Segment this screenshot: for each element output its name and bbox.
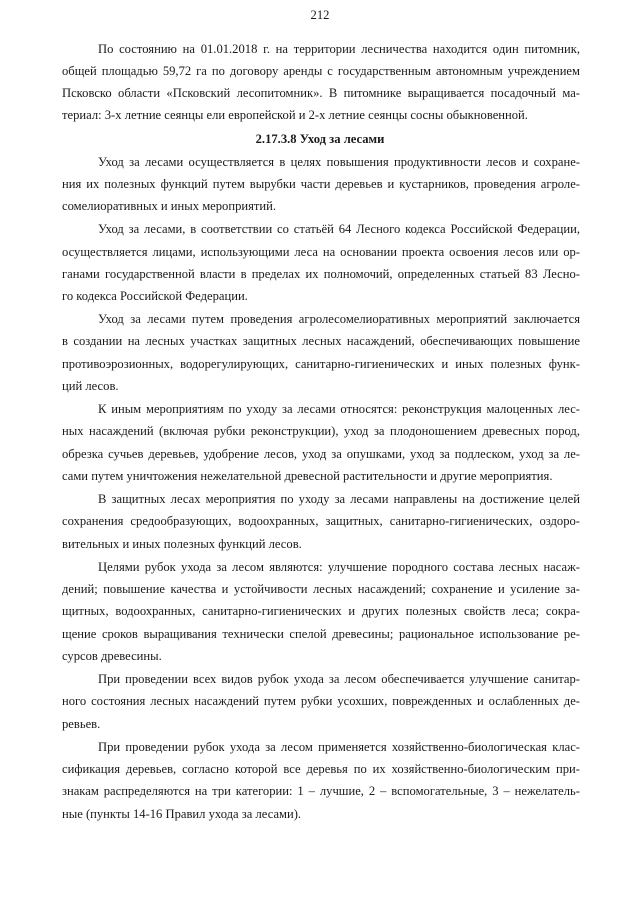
text-line: знакам распределяются на три категории: 1 – лучшие, 2 – вспомогательные, 3 – нежелатель- [62, 784, 580, 798]
text-line: Уход за лесами осуществляется в целях повышения продуктивности лесов и сохране- [98, 155, 580, 169]
text-line: щение сроков выращивания технически спелой древесины; рациональное использование ре- [62, 627, 580, 641]
text-line: сами путем уничтожения нежелательной древесной растительности и другие мероприятия. [62, 469, 553, 483]
text-line: Уход за лесами, в соответствии со статьёй 64 Лесного кодекса Российской Федерации, [98, 222, 580, 236]
text-line: ния их полезных функций путем вырубки части деревьев и кустарников, проведения агроле- [62, 177, 580, 191]
text-line: ные (пункты 14-16 Правил ухода за лесами). [62, 807, 302, 821]
text-line: ного состояния лесных насаждений путем рубки усохших, поврежденных и ослабленных де- [62, 694, 580, 708]
text-line: осуществляется лицами, использующими леса на основании проекта освоения лесов или ор- [62, 245, 580, 259]
text-line: По состоянию на 01.01.2018 г. на территории лесничества находится один питомник, [98, 42, 580, 56]
text-line: При проведении всех видов рубок ухода за лесом обеспечивается улучшение санитар- [98, 672, 580, 686]
text-line: щитных, водоохранных, санитарно-гигиенических и других полезных свойств леса; сокра- [62, 604, 580, 618]
text-line: сомелиоративных и иных мероприятий. [62, 199, 277, 213]
text-line: дений; повышение качества и устойчивости лесных насаждений; сохранение и усиление за- [62, 582, 580, 596]
text-line: В защитных лесах мероприятия по уходу за лесами направлены на достижение целей [98, 492, 580, 506]
text-line: Уход за лесами путем проведения агролесомелиоративных мероприятий заключается [98, 312, 580, 326]
text-line: го кодекса Российской Федерации. [62, 289, 248, 303]
text-line: ций лесов. [62, 379, 119, 393]
text-line: Псковско области «Псковский лесопитомник». В питомнике выращивается посадочный ма- [62, 86, 580, 100]
text-line: вительных и иных полезных функций лесов. [62, 537, 302, 551]
text-line: сурсов древесины. [62, 649, 162, 663]
text-line: противоэрозионных, водорегулирующих, санитарно-гигиенических и иных полезных функ- [62, 357, 580, 371]
text-line: териал: 3-х летние сеянцы ели европейской и 2-х летние сеянцы сосны обыкновенной. [62, 108, 528, 122]
text-line: К иным мероприятиям по уходу за лесами относятся: реконструкция малоценных лес- [98, 402, 580, 416]
text-line: ных насаждений (включая рубки реконструкции), уход за плодоношением древесных пород, [62, 424, 580, 438]
text-line: в создании на лесных участках защитных лесных насаждений, обеспечивающих повышение [62, 334, 580, 348]
page-number: 212 [310, 8, 330, 22]
section-heading: 2.17.3.8 Уход за лесами [255, 132, 385, 146]
text-line: сификация деревьев, согласно которой все деревья по их хозяйственно-биологическим при- [62, 762, 580, 776]
text-line: обрезка сучьев деревьев, удобрение лесов, уход за опушками, уход за подлеском, уход за ле- [62, 447, 580, 461]
text-line: При проведении рубок ухода за лесом применяется хозяйственно-биологическая клас- [98, 740, 580, 754]
text-line: ревьев. [62, 717, 101, 731]
text-line: общей площадью 59,72 га по договору аренды с государственным автономным учреждением [62, 64, 580, 78]
text-line: Целями рубок ухода за лесом являются: улучшение породного состава лесных насаж- [98, 560, 580, 574]
text-line: сохранения средообразующих, водоохранных, защитных, санитарно-гигиенических, оздоро- [62, 514, 580, 528]
text-line: ганами государственной власти в пределах их полномочий, определенных статьей 83 Лесно- [62, 267, 580, 281]
